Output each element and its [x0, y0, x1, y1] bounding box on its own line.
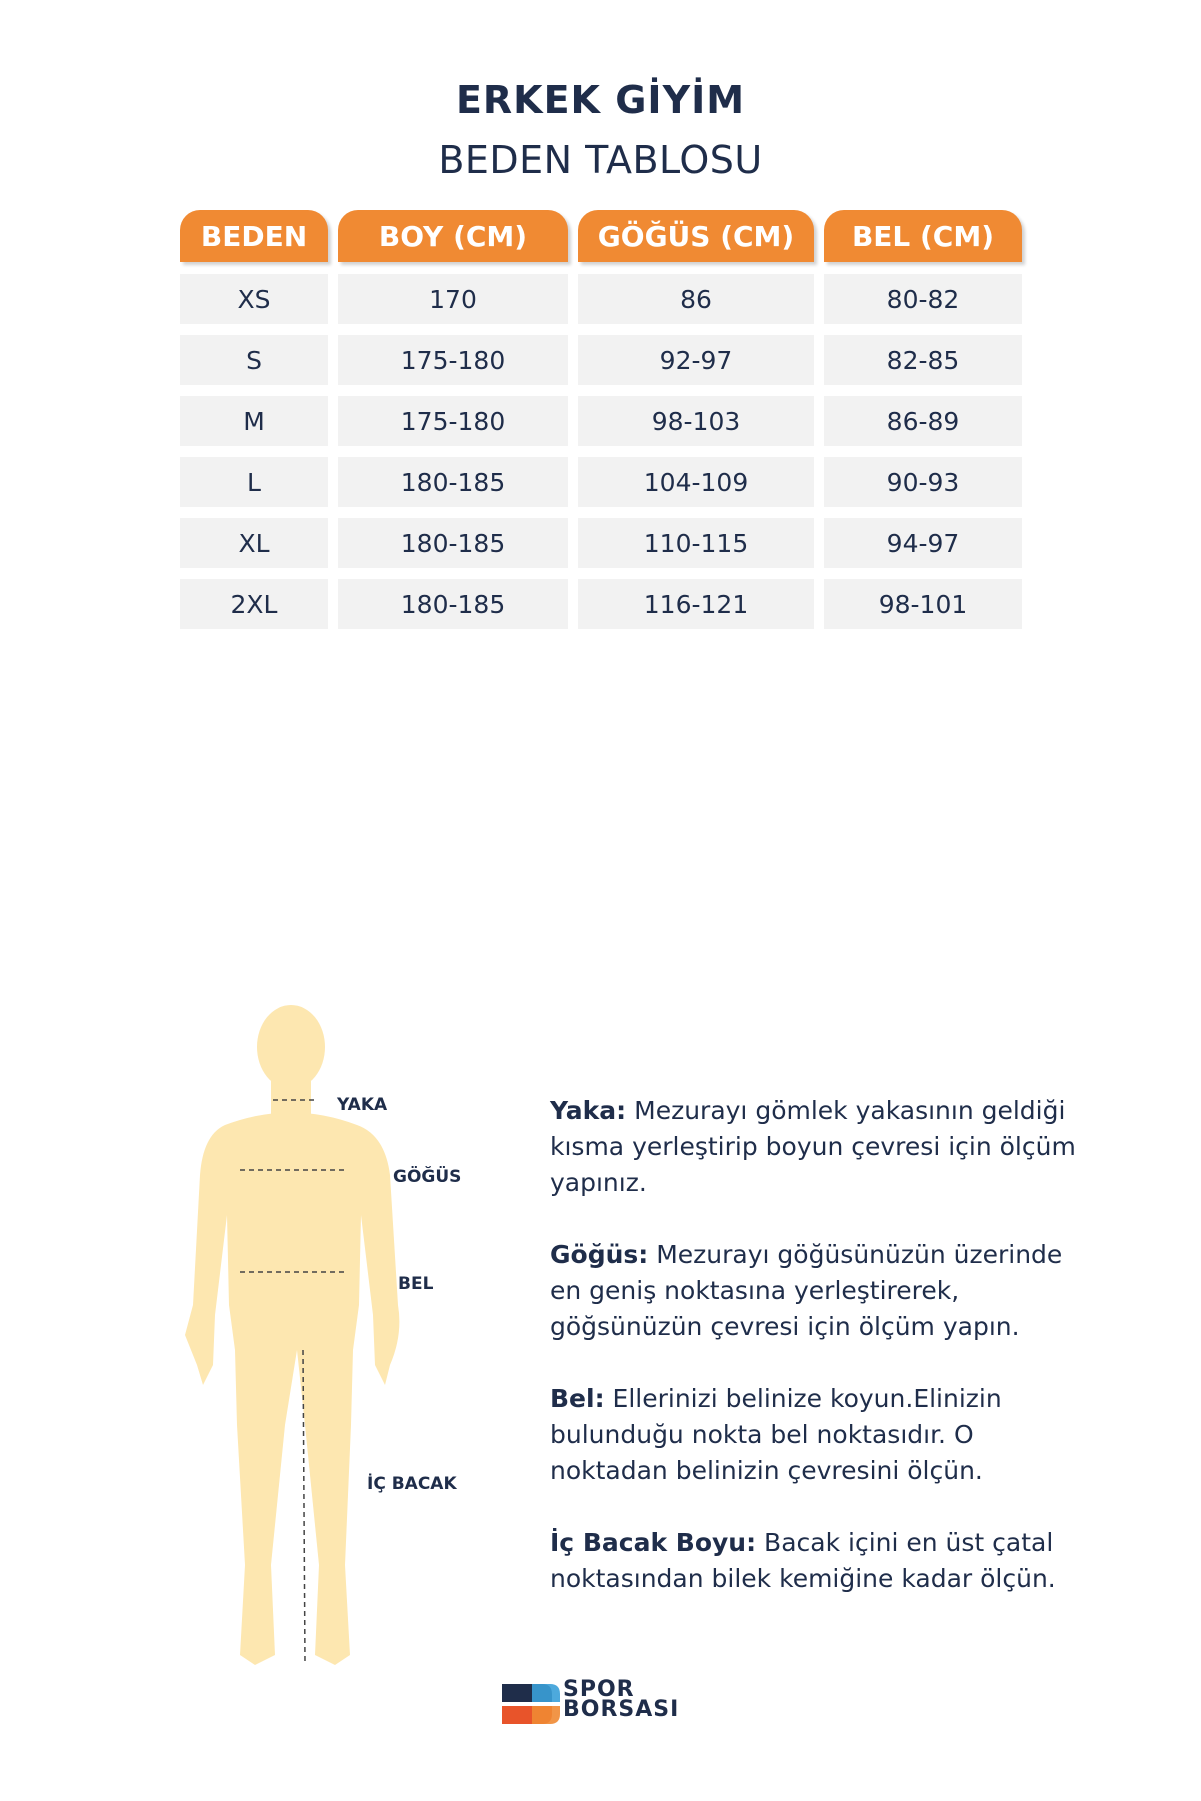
table-cell-bel: 90-93 [824, 457, 1022, 507]
page-title: ERKEK GİYİM [455, 78, 746, 122]
table-cell-gogus: 92-97 [578, 335, 814, 385]
table-cell-size: XS [180, 274, 328, 324]
table-cell-bel: 98-101 [824, 579, 1022, 629]
label-gogus: GÖĞÜS [393, 1167, 462, 1187]
table-row [180, 579, 1022, 629]
table-cell-boy: 180-185 [338, 518, 568, 568]
table-cell-bel: 80-82 [824, 274, 1022, 324]
table-cell-boy: 180-185 [338, 457, 568, 507]
body-silhouette-figure [185, 1005, 485, 1685]
table-cell-bel: 86-89 [824, 396, 1022, 446]
instruction-text: Mezurayı göğüsünüzün üzerinde en geniş noktasına yerleştirerek, göğsünüzün çevresi için ölçüm yapın. [550, 1240, 1063, 1341]
instruction-term: Bel: [550, 1384, 605, 1413]
table-header-row [180, 210, 1022, 262]
table-cell-gogus: 104-109 [578, 457, 814, 507]
logo-line-borsasi: BORSASI [563, 1697, 680, 1722]
column-header-boy: BOY (CM) [338, 210, 568, 262]
table-cell-bel: 82-85 [824, 335, 1022, 385]
label-yaka: YAKA [337, 1095, 388, 1115]
instruction-ic-bacak [550, 1525, 1090, 1597]
logo-line-spor: SPOR [563, 1677, 635, 1702]
table-cell-gogus: 116-121 [578, 579, 814, 629]
table-cell-gogus: 98-103 [578, 396, 814, 446]
table-cell-bel: 94-97 [824, 518, 1022, 568]
instruction-text: Ellerinizi belinize koyun.Elinizin bulunduğu nokta bel noktasıdır. O noktadan belinizin çevresini ölçün. [550, 1384, 1002, 1485]
instruction-bel [550, 1381, 1090, 1489]
measurement-instructions [550, 1093, 1090, 1633]
table-cell-gogus: 110-115 [578, 518, 814, 568]
table-cell-boy: 175-180 [338, 396, 568, 446]
table-row [180, 396, 1022, 446]
table-cell-size: L [180, 457, 328, 507]
table-cell-size: XL [180, 518, 328, 568]
table-row [180, 518, 1022, 568]
table-cell-boy: 180-185 [338, 579, 568, 629]
table-cell-boy: 175-180 [338, 335, 568, 385]
column-header-beden: BEDEN [180, 210, 328, 262]
table-cell-size: S [180, 335, 328, 385]
instruction-yaka [550, 1093, 1090, 1201]
instruction-text: Bacak içini en üst çatal noktasından bilek kemiğine kadar ölçün. [550, 1528, 1056, 1593]
table-row [180, 335, 1022, 385]
table-cell-size: 2XL [180, 579, 328, 629]
instruction-term: Göğüs: [550, 1240, 649, 1269]
instruction-gogus [550, 1237, 1090, 1345]
instruction-term: Yaka: [550, 1096, 627, 1125]
table-cell-size: M [180, 396, 328, 446]
column-header-gogus: GÖĞÜS (CM) [578, 210, 814, 262]
table-row [180, 457, 1022, 507]
size-table [180, 210, 1022, 640]
logo-wordmark [563, 1677, 680, 1722]
instruction-term: İç Bacak Boyu: [550, 1528, 757, 1557]
table-cell-boy: 170 [338, 274, 568, 324]
label-bel: BEL [398, 1274, 434, 1294]
page-subtitle: BEDEN TABLOSU [438, 138, 763, 182]
label-ic-bacak: İÇ BACAK [367, 1474, 457, 1494]
instruction-text: Mezurayı gömlek yakasının geldiği kısma yerleştirip boyun çevresi için ölçüm yapınız. [550, 1096, 1076, 1197]
table-row [180, 274, 1022, 324]
table-cell-gogus: 86 [578, 274, 814, 324]
column-header-bel: BEL (CM) [824, 210, 1022, 262]
